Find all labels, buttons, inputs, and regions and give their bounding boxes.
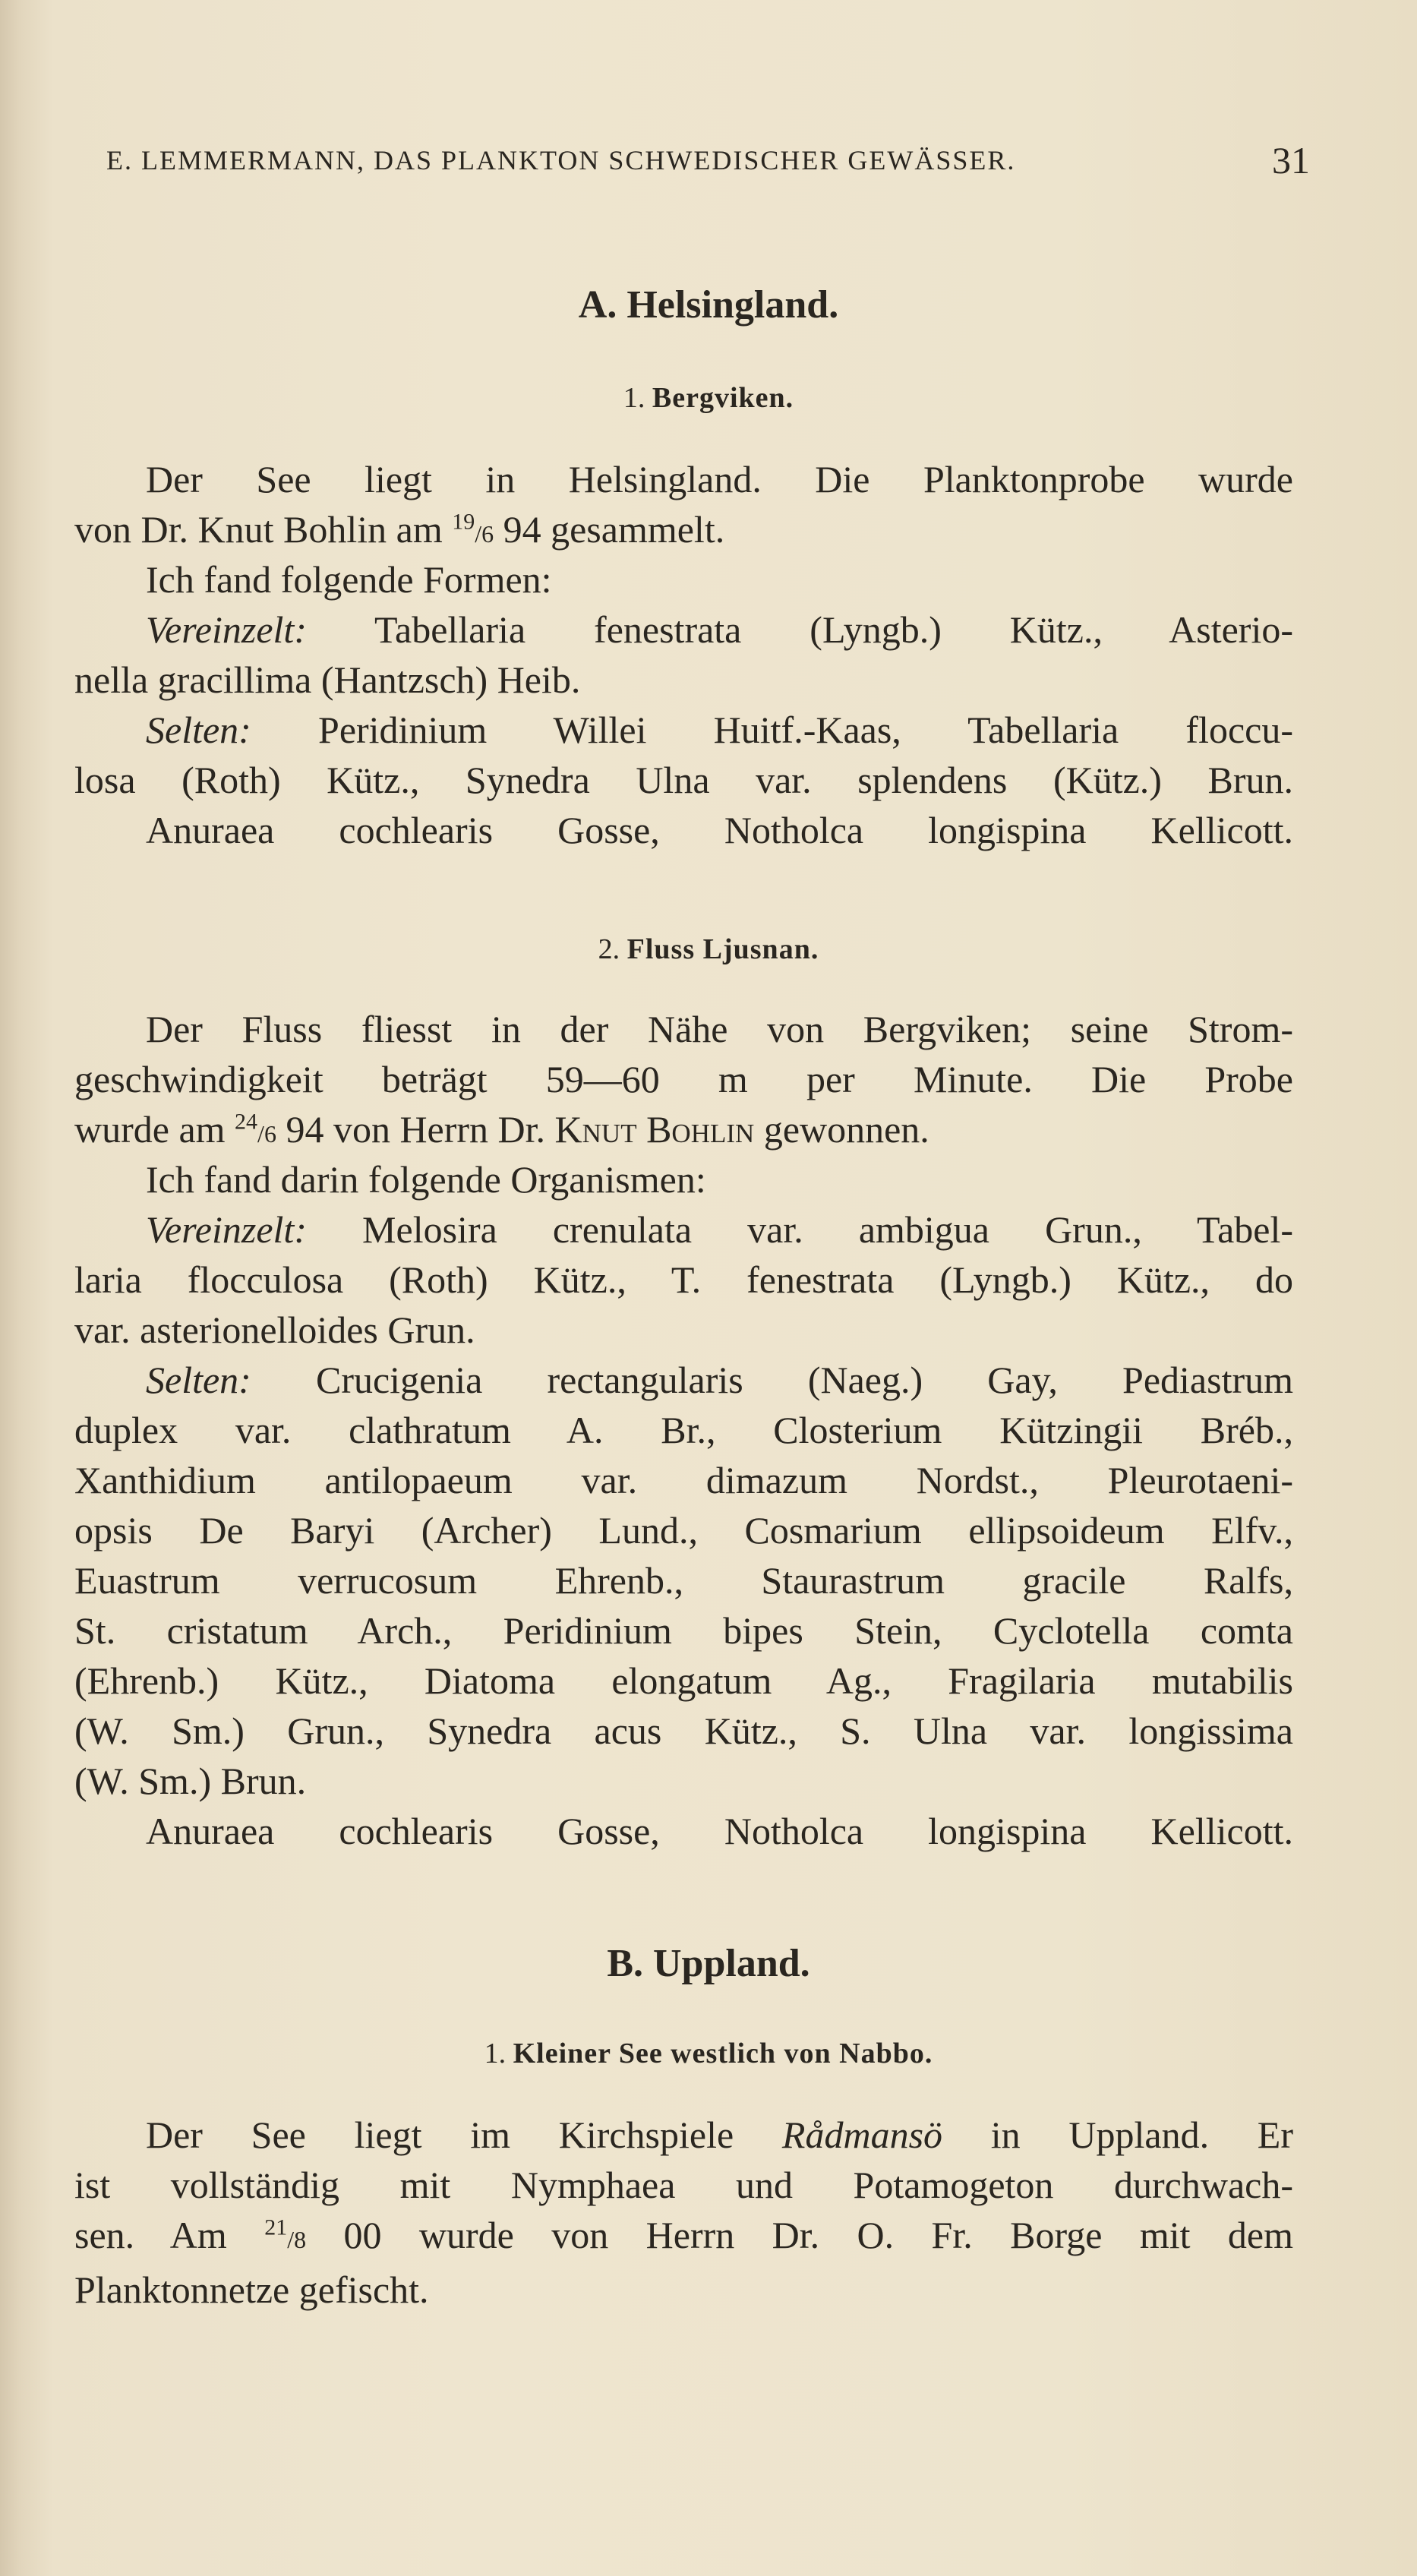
text-line: nella gracillima (Hantzsch) Heib. [74,658,581,701]
subsection-name: Kleiner See westlich von Nabbo. [513,2038,933,2069]
text-line: Vereinzelt: Tabellaria fenestrata (Lyngb.) Kütz., Asterio- [146,608,1293,651]
paragraph-ljusnan-selten [74,1355,1293,1806]
text-line: wurde am $^{24}$/6 94 von Herrn Dr. Knut Bohlin gewonnen. [74,1108,929,1151]
paragraph-bergviken-intro [74,454,1293,559]
text-line: ist vollständig mit Nymphaea und Potamogeton durchwach- [74,2164,1293,2206]
subsection-number: 1. [623,382,645,414]
text-line: Der Fluss fliesst in der Nähe von Bergviken; seine Strom- [146,1008,1293,1050]
text-line: laria flocculosa (Roth) Kütz., T. fenestrata (Lyngb.) Kütz., do [74,1258,1293,1301]
section-heading-helsingland: A. Helsingland. [578,283,839,327]
subsection-name: Bergviken. [652,382,794,414]
section-heading-uppland: B. Uppland. [607,1942,810,1985]
text-line: Planktonnetze gefischt. [74,2268,429,2311]
text-line: Euastrum verrucosum Ehrenb., Staurastrum gracile Ralfs, [74,1559,1293,1602]
paragraph-ljusnan-intro [74,1004,1293,1159]
text-line: (Ehrenb.) Kütz., Diatoma elongatum Ag., Fragilaria mutabilis [74,1659,1293,1702]
subsection-name: Fluss Ljusnan. [626,933,819,965]
text-line: Anuraea cochlearis Gosse, Notholca longispina Kellicott. [146,809,1293,851]
text-line: sen. Am $^{21}$/8 00 wurde von Herrn Dr. O. Fr. Borge mit dem [74,2214,1293,2256]
paragraph-bergviken-vereinzelt [74,605,1293,705]
paragraph-bergviken-rotatoria [74,805,1293,855]
text-line: Anuraea cochlearis Gosse, Notholca longispina Kellicott. [146,1810,1293,1852]
running-head [106,139,1310,182]
text-line: losa (Roth) Kütz., Synedra Ulna var. splendens (Kütz.) Brun. [74,759,1293,801]
page-number: 31 [1272,139,1310,182]
text-line: duplex var. clathratum A. Br., Closterium Kützingii Bréb., [74,1409,1293,1451]
text-line: Ich fand darin folgende Organismen: [146,1158,706,1201]
running-head-title: E. LEMMERMANN, DAS PLANKTON SCHWEDISCHER GEWÄSSER. [106,145,1016,175]
paragraph-ljusnan-vereinzelt [74,1204,1293,1355]
subsection-heading-bergviken [0,381,1417,415]
paragraph-ljusnan-rotatoria [74,1806,1293,1856]
subsection-heading-ljusnan [0,933,1417,966]
subsection-number: 2. [598,933,620,965]
text-line: von Dr. Knut Bohlin am $^{19}$/6 94 gesammelt. [74,508,725,551]
paragraph-bergviken-selten [74,705,1293,805]
text-line: (W. Sm.) Grun., Synedra acus Kütz., S. Ulna var. longissima [74,1709,1293,1752]
text-line: Der See liegt im Kirchspiele Rådmansö in Uppland. Er [146,2114,1293,2156]
text-line: geschwindigkeit beträgt 59—60 m per Minute. Die Probe [74,1058,1293,1100]
text-line: opsis De Baryi (Archer) Lund., Cosmarium ellipsoideum Elfv., [74,1509,1293,1552]
paragraph-ljusnan-organismen [74,1154,1293,1204]
subsection-number: 1. [484,2038,507,2069]
text-line: var. asterionelloides Grun. [74,1309,475,1351]
text-line: Vereinzelt: Melosira crenulata var. ambigua Grun., Tabel- [146,1208,1293,1251]
paragraph-bergviken-formen [74,554,1293,605]
text-line: (W. Sm.) Brun. [74,1760,307,1802]
text-line: Selten: Peridinium Willei Huitf.-Kaas, Tabellaria floccu- [146,709,1293,751]
text-line: Ich fand folgende Formen: [146,558,552,601]
text-line: Selten: Crucigenia rectangularis (Naeg.) Gay, Pediastrum [146,1359,1293,1401]
text-line: St. cristatum Arch., Peridinium bipes Stein, Cyclotella comta [74,1609,1293,1652]
text-line: Der See liegt in Helsingland. Die Planktonprobe wurde [146,458,1293,500]
subsection-heading-nabbo [0,2037,1417,2070]
paragraph-nabbo-intro [74,2110,1293,2315]
text-line: Xanthidium antilopaeum var. dimazum Nordst., Pleurotaeni- [74,1459,1293,1501]
